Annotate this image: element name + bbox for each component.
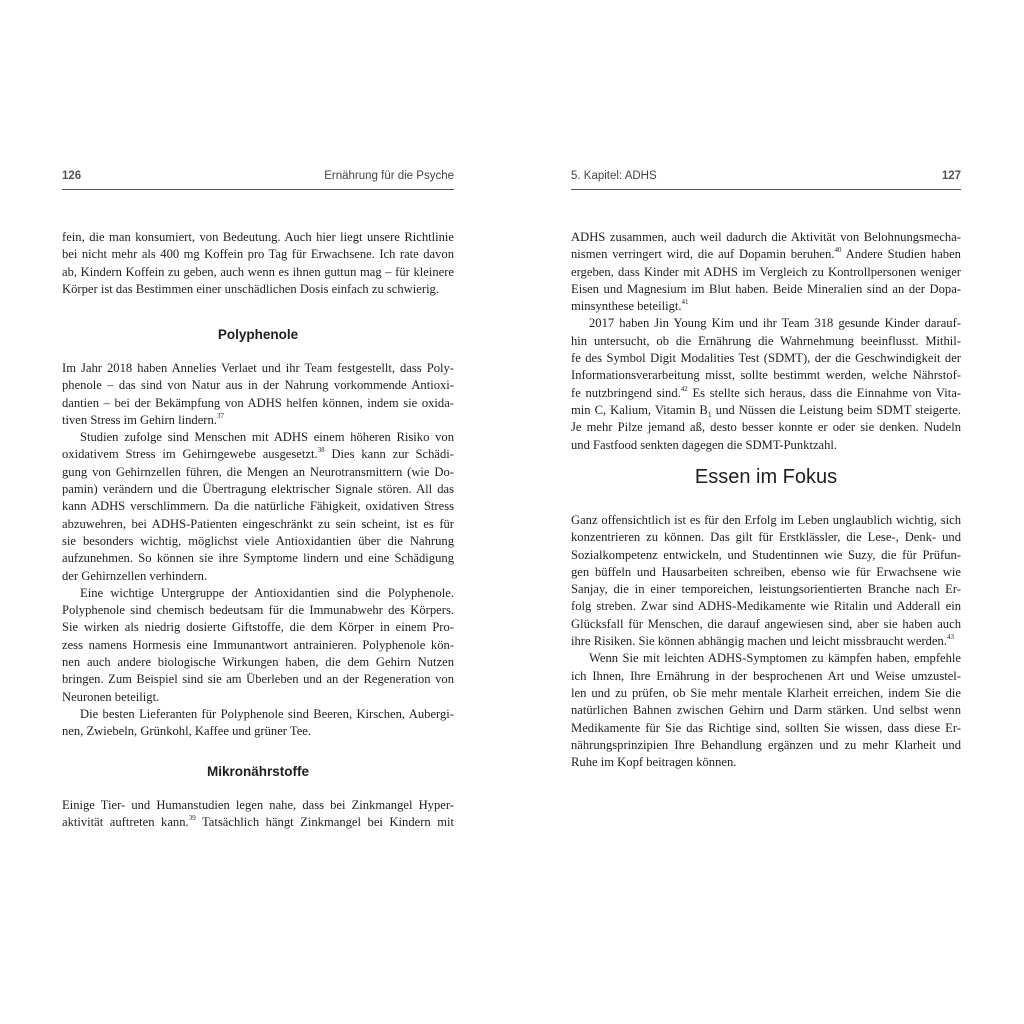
text-line: Sie wirken als niedrig dosierte Giftstoffe, die dem Körper in einem Pro- — [62, 620, 454, 635]
text-line: Glücksfall für Menschen, die darauf angewiesen sind, aber sie haben auch — [571, 616, 961, 631]
text-line — [62, 814, 454, 831]
text-line: fein, die man konsumiert, von Bedeutung. Auch hier liegt unsere Richtlinie — [62, 230, 454, 244]
header-rule — [62, 189, 454, 190]
section-heading: Polyphenole — [217, 327, 299, 342]
text-line: Ganz offensichtlich ist es für den Erfolg im Leben unglaublich wichtig, sich — [571, 513, 961, 527]
text-line: zess namens Hormesis eine Immunantwort antrainieren. Polyphenole kön- — [62, 637, 454, 652]
text-line: Körper ist das Bestimmen einer unschädlichen Dosis einfach zu schwierig. — [62, 281, 440, 296]
text-line: gen büffeln und Hausarbeiten schreiben, ebenso wie für Erwachsene wie — [571, 564, 961, 579]
text-line — [571, 246, 961, 263]
text-line: bringen. Zum Beispiel sind sie am Überleben und an der Regeneration von — [62, 672, 454, 687]
running-title: 5. Kapitel: ADHS — [571, 170, 657, 182]
text-line — [571, 402, 961, 419]
running-title: Ernährung für die Psyche — [324, 170, 454, 182]
text-line: Je mehr Pilze jemand aß, desto besser konnte er oder sie denken. Nudeln — [571, 420, 961, 435]
page-number: 126 — [62, 170, 82, 182]
text-line: pamin) verändern und die Übertragung elektrischer Signale stören. All das — [62, 482, 454, 497]
text-span: fe nutzbringend sind. — [571, 385, 681, 400]
text-line: Im Jahr 2018 haben Annelies Verlaet und ihr Team festgestellt, dass Poly- — [62, 361, 454, 375]
text-line: Wenn Sie mit leichten ADHS-Symptomen zu kämpfen haben, empfehle — [589, 651, 961, 666]
text-line: bei nicht mehr als 400 mg Koffein pro Tag für Erwachsene. Ich rate davon — [62, 247, 454, 262]
text-line: sie besonders wichtig, möglichst viele Antioxidantien über die Nahrung — [62, 533, 454, 548]
text-line — [571, 298, 961, 315]
text-line: aufzunehmen. So können sie ihre Symptome lindern und eine Schädigung — [62, 551, 454, 566]
text-line — [62, 446, 454, 463]
text-line: ergeben, dass Kinder mit ADHS im Vergleich zu Kontrollpersonen weniger — [571, 264, 961, 279]
text-span: nismen verringert wird, die auf Dopamin beruhen. — [571, 247, 835, 262]
right-page-header — [571, 169, 961, 189]
chapter-section-heading: Essen im Fokus — [694, 466, 838, 488]
footnote-ref: 39 — [188, 814, 196, 823]
text-line: der Gehirnzellen verhindern. — [62, 568, 208, 583]
text-line — [571, 633, 961, 650]
text-line: phenole – das sind von Natur aus in der Nahrung vorkommende Antioxi- — [62, 378, 454, 393]
footnote-ref: 41 — [681, 298, 689, 307]
text-line: kann ADHS verschlimmern. Da die natürliche Fähigkeit, oxidativen Stress — [62, 499, 454, 514]
text-line: dantien – bei der Bekämpfung von ADHS helfen können, indem sie oxida- — [62, 395, 454, 410]
text-span: Tatsächlich hängt Zinkmangel bei Kindern mit — [201, 815, 455, 830]
page-number: 127 — [941, 170, 961, 182]
essen-im-fokus-section — [571, 512, 961, 771]
continuation-section — [571, 229, 961, 454]
text-line: nen auch andere biologische Wirkungen haben, die dem Gehirn Nutzen — [62, 655, 454, 670]
text-line: gung von Gehirnzellen führen, die Mengen an Neurotransmittern (wie Do- — [62, 464, 454, 479]
mikronaehrstoffe-section — [62, 797, 454, 832]
text-line: Einige Tier- und Humanstudien legen nahe, dass bei Zinkmangel Hyper- — [62, 798, 454, 812]
polyphenole-section — [62, 360, 454, 741]
text-span: minsynthese beteiligt. — [571, 299, 682, 314]
text-span: und Nüssen die Leistung beim SDMT steigerte. — [715, 402, 961, 417]
text-line: Sanjay, die in einer temporeichen, leistungsorientierten Branche nach Er- — [571, 582, 961, 597]
text-line — [62, 412, 454, 429]
footnote-ref: 37 — [216, 411, 224, 420]
text-line: ADHS zusammen, auch weil dadurch die Aktivität von Belohnungsmecha- — [571, 230, 961, 244]
text-line: Neuronen beteiligt. — [62, 689, 160, 704]
text-line: Eine wichtige Untergruppe der Antioxidantien sind die Polyphenole. — [80, 585, 454, 600]
text-line: Polyphenole sind chemisch bedeutsam für die Immunabwehr des Körpers. — [62, 603, 454, 618]
text-line: Informationsverarbeitung misst, sollte bestimmt werden, welche Nährstof- — [571, 368, 961, 383]
text-line: und Fastfood senkten dagegen die SDMT-Punktzahl. — [571, 437, 838, 452]
text-span: Dies kann zur Schädi- — [331, 447, 454, 462]
text-span: ihre Risiken. Sie können abhängig machen und leicht missbraucht werden. — [571, 634, 947, 649]
text-line — [571, 385, 961, 402]
text-span: Es stellte sich heraus, dass die Einnahme von Vita- — [692, 385, 961, 400]
section-heading: Mikronährstoffe — [206, 764, 309, 779]
text-line: nen, Zwiebeln, Grünkohl, Kaffee und grüner Tee. — [62, 724, 312, 739]
right-page — [571, 0, 961, 1024]
intro-paragraph — [62, 229, 454, 298]
text-line: nährungsprinzipien Ihre Behandlung ergänzen und zu mehr Klarheit und — [571, 737, 961, 752]
text-line: Studien zufolge sind Menschen mit ADHS einem höheren Risiko von — [80, 430, 454, 445]
text-span: tiven Stress im Gehirn lindern. — [62, 412, 217, 427]
footnote-ref: 42 — [680, 384, 688, 393]
text-span: aktivität auftreten kann. — [62, 815, 189, 830]
footnote-ref: 38 — [317, 446, 325, 455]
text-line: ab, Kindern Koffein zu geben, auch wenn es ihnen guttun mag – für kleinere — [62, 264, 454, 279]
text-line: abzuwehren, bei ADHS-Patienten eingeschränkt zu sein scheint, ist es für — [62, 516, 454, 531]
text-line: konzentrieren zu können. Das gilt für Erstklässler, die Lese-, Denk- und — [571, 530, 961, 545]
text-line: Die besten Lieferanten für Polyphenole sind Beeren, Kirschen, Aubergi- — [80, 706, 454, 721]
footnote-ref: 43 — [946, 633, 954, 642]
subscript: 1 — [707, 409, 712, 419]
text-span: min C, Kalium, Vitamin B — [571, 402, 708, 417]
left-page-header — [62, 169, 454, 189]
text-span: oxidativem Stress im Gehirngewebe ausgesetzt. — [62, 447, 318, 462]
header-rule — [571, 189, 961, 190]
text-line: fe des Symbol Digit Modalities Test (SDMT), der die Geschwindigkeit der — [571, 351, 961, 366]
text-line: Eisen und Magnesium im Blut haben. Beide Mineralien sind an der Dopa- — [571, 281, 961, 296]
footnote-ref: 40 — [834, 246, 842, 255]
text-span: Andere Studien haben — [845, 247, 961, 262]
text-line: hin untersucht, ob die Ernährung die Wahrnehmung beeinflusst. Mithil- — [571, 333, 961, 348]
text-line: folg streben. Zwar sind ADHS-Medikamente wie Ritalin und Adderall ein — [571, 599, 961, 614]
text-line: ich Ihnen, Ihre Ernährung in der besprochenen Art und Weise umzustel- — [571, 668, 961, 683]
text-line: Medikamente für Sie das Richtige sind, sollten Sie wissen, dass diese Er- — [571, 720, 961, 735]
text-line: Sozialkompetenz entwickeln, und Studentinnen wie Suzy, die für Prüfun- — [571, 547, 961, 562]
text-line: natürlichen Bahnen zwischen Gehirn und Darm stärken. Und selbst wenn — [571, 703, 961, 718]
text-line: len und zu prüfen, ob Sie mehr mentale Klarheit erreichen, indem Sie die — [571, 685, 961, 700]
text-line: 2017 haben Jin Young Kim und ihr Team 318 gesunde Kinder darauf- — [589, 316, 961, 331]
text-line: Ruhe im Kopf beitragen können. — [571, 755, 737, 770]
left-page — [62, 0, 454, 1024]
